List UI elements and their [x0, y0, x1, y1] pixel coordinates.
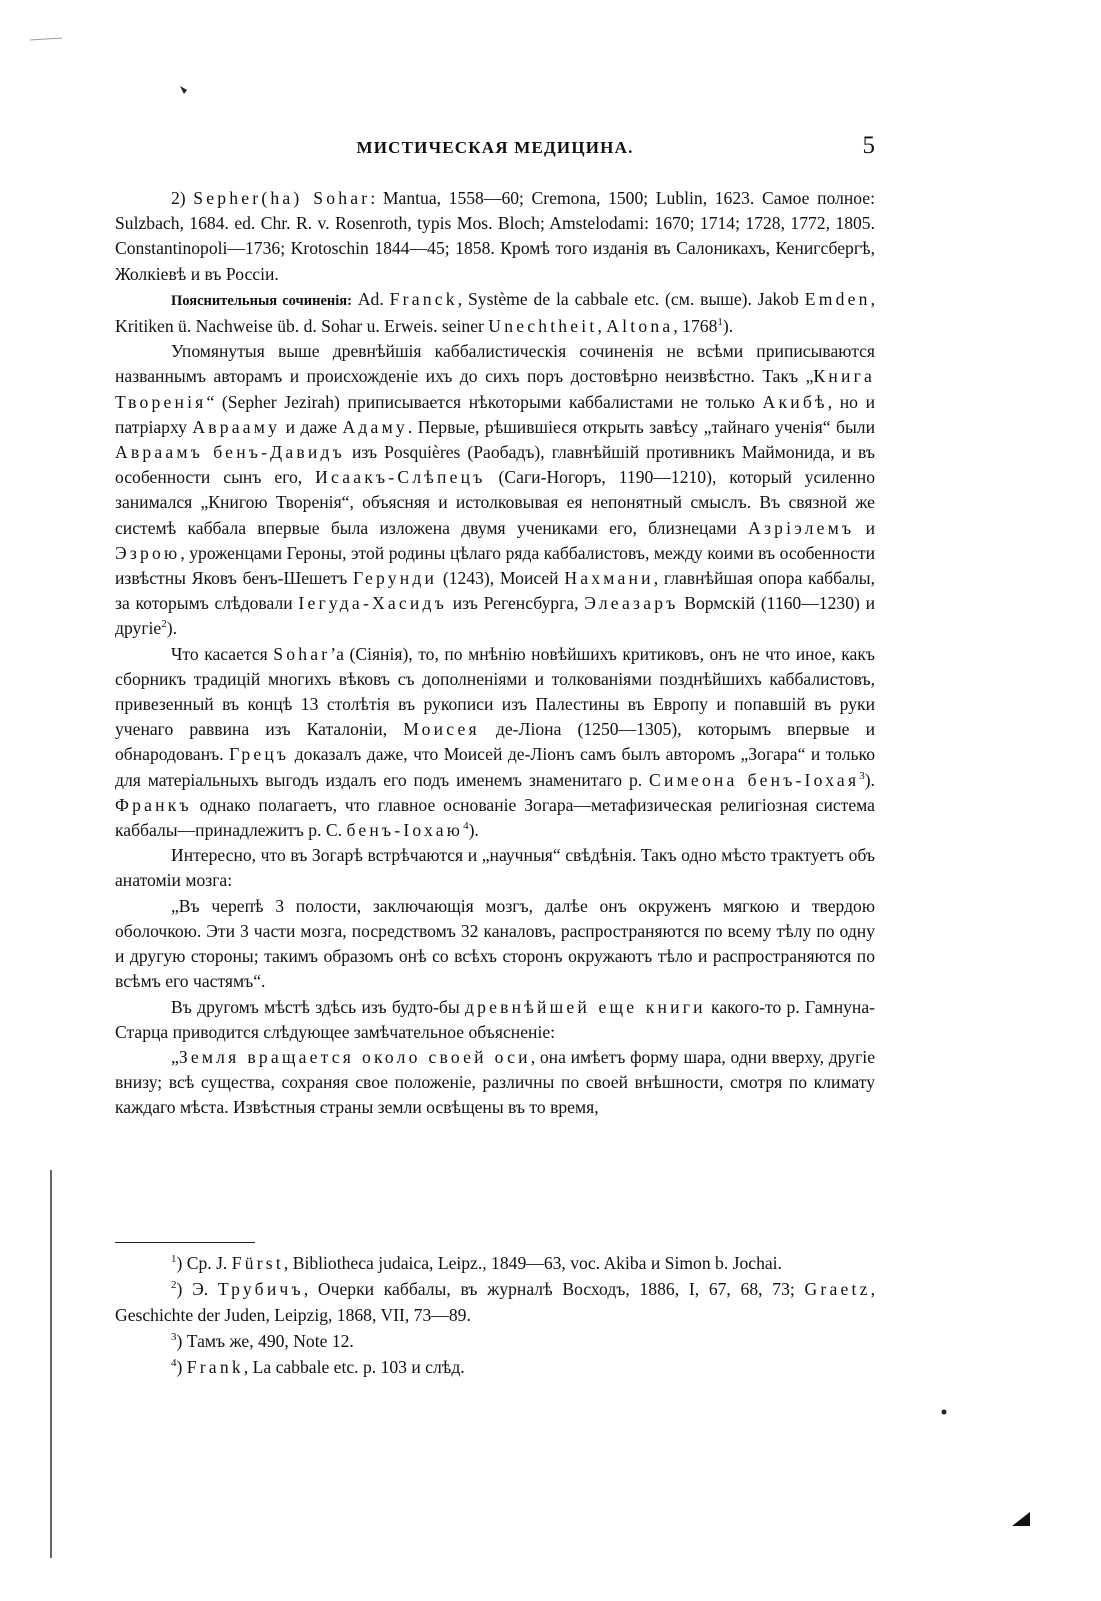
paragraph-commentaries	[115, 287, 875, 339]
text-run: 2	[171, 1279, 177, 1292]
text-run: 1	[171, 1253, 177, 1266]
text-run: . Первые, рѣшившіеся открыть завѣсу „тайнаго ученія“ были	[407, 416, 875, 437]
spaced-name-text: Азріэлемъ	[748, 517, 855, 538]
spaced-name-text: Unechtheit	[488, 316, 598, 337]
text-run: ) Тамъ же, 490, Note 12.	[176, 1331, 354, 1351]
footnotes	[115, 1250, 875, 1380]
text-run: изъ Posquières (Раобадъ), главнѣйшій противникъ Маймонида, и въ особенности сынъ его,	[115, 442, 876, 488]
page-number: 5	[862, 132, 875, 159]
text-run: ’а (Сіянія), то, по мнѣнію новѣйшихъ критиковъ, онъ не что иное, какъ сборникъ традицій многихъ вѣковъ съ дополненіями и толкованіями позднѣйшихъ каббалистовъ, привезенный въ концѣ 13 столѣтія въ рукописи изъ Палестины въ Европу и попавшій въ руки ученаго раввина изъ Каталоніи,	[115, 643, 875, 740]
text-run: ).	[864, 769, 875, 790]
text-run: , Bibliotheca judaica, Leipz., 1849—63, voc. Akiba и Simon b. Jochai.	[283, 1253, 782, 1273]
spaced-name-text: Sepher(ha) Sohar	[193, 188, 371, 208]
spaced-name-text: Акибѣ	[762, 391, 828, 412]
quote-brain-anatomy	[115, 894, 875, 995]
spaced-name-text: Грецъ	[229, 744, 290, 765]
text-run: “ (Sepher Jezirah) приписывается нѣкоторыми каббалистами не только	[206, 391, 763, 412]
spaced-name-text: Авраамъ бенъ-Давидъ	[115, 442, 345, 463]
spaced-name-text: Іегуда-Хасидъ	[298, 593, 447, 614]
spaced-name-text: Emden	[804, 288, 871, 309]
footnote-separator	[115, 1242, 255, 1243]
running-title: МИСТИЧЕСКАЯ МЕДИЦИНА.	[356, 138, 634, 157]
footnote-1	[115, 1250, 875, 1276]
text-run: , Système de la cabbale etc. (см. выше). Jakob	[457, 288, 805, 309]
spaced-name-text: Аврааму	[192, 416, 281, 437]
text-run: 3	[171, 1331, 177, 1344]
scan-dot-mark	[940, 1408, 948, 1416]
text-run: , 1768	[673, 316, 718, 337]
footnote-2	[115, 1276, 875, 1328]
spaced-name-text: бенъ-Іохаю	[346, 820, 464, 841]
text-run: ).	[468, 820, 479, 841]
text-run: ).	[722, 316, 734, 337]
spaced-name-text: Элеазаръ	[584, 593, 679, 614]
text-run: Что касается	[171, 643, 274, 664]
left-edge-line	[48, 1170, 54, 1560]
spaced-name-text: Эзрою	[115, 542, 181, 563]
text-run: (1243), Моисей	[437, 568, 565, 589]
footnote-ref: 1	[717, 316, 723, 329]
main-text	[115, 186, 875, 1121]
paragraph-sohar-editions	[115, 186, 875, 287]
commentaries-label: Пояснительныя сочиненія:	[171, 292, 352, 309]
text-run: Интересно, что въ Зогарѣ встрѣчаются и „научныя“ свѣдѣнія. Такъ одно мѣсто трактуетъ объ анатоміи мозга:	[115, 845, 875, 891]
scan-speck-mark	[178, 84, 190, 96]
text-run: „	[171, 1046, 179, 1067]
text-run: , но и патріарху	[115, 391, 875, 437]
text-run: ).	[166, 618, 177, 639]
spaced-name-text: Sohar	[273, 643, 331, 664]
text-run: Упомянутыя выше древнѣйшія каббалистическія сочиненія не всѣми приписываются названнымъ авторамъ и происхожденіе ихъ до сихъ поръ достовѣрно неизвѣстно. Такъ „	[115, 341, 875, 387]
paragraph-sohar-authorship	[115, 642, 875, 844]
text-run: , Kritiken ü. Nachweise üb. d. Sohar u. Erweis. seiner	[115, 288, 875, 337]
scan-dash-mark	[28, 35, 68, 45]
spaced-name-text: Адаму	[342, 416, 408, 437]
text-run: : Mantua, 1558—60; Cremona, 1500; Lublin, 1623. Самое полное: Sulzbach, 1684. ed. Chr. R. v. Rosenroth, typis Mos. Bloch; Amstelodami: 1670; 1714; 1728, 1772, 1805. Constantinopoli—1736; Krotoschin 1844—45; 1858. Кромѣ того изданія въ Салоникахъ, Кенигсбергѣ, Жолкіевѣ и въ Россіи.	[115, 188, 875, 284]
text-run: 4	[171, 1357, 177, 1370]
text-run: доказалъ даже, что Моисей де-Ліонъ самъ былъ авторомъ „Зогара“ и только для матеріальныхъ выгодъ издалъ его подъ именемъ знаменитаго р.	[115, 744, 875, 790]
text-run: изъ Регенсбурга,	[447, 593, 585, 614]
text-run: ) Э.	[176, 1279, 218, 1299]
spaced-name-text: Fürst	[231, 1253, 284, 1273]
text-run: однако полагаетъ, что главное основаніе Зогара—метафизическая религіозная система каббалы—принадлежитъ р. С.	[115, 794, 875, 841]
paragraph-ancient-book	[115, 995, 875, 1045]
spaced-name-text: Франкъ	[115, 794, 192, 815]
spaced-name-text: Frank	[186, 1357, 244, 1377]
spaced-name-text: Franck	[389, 288, 458, 309]
text-run: (Саги-Ногоръ, 1190—1210), который усиленно занимался „Книгою Творенія“, объясняя и истолковывая ея непонятный смыслъ. Въ связной же системѣ каббала впервые была изложена двумя учениками его, близнецами	[115, 467, 875, 538]
spaced-name-text: Graetz	[804, 1279, 871, 1299]
text-run: , главнѣйшая опора каббалы, за которымъ слѣдовали	[115, 568, 875, 614]
text-run: ) Cp. J.	[176, 1253, 232, 1273]
footnote-ref: 3	[859, 769, 865, 782]
text-run: , она имѣетъ форму шара, одни вверху, другіе внизу; всѣ существа, сохраняя свое положеніе, различны по своей внѣшности, смотря по климату каждаго мѣста. Извѣстныя страны земли освѣщены въ то время,	[115, 1046, 875, 1118]
text-run: Въ другомъ мѣстѣ здѣсь изъ будто-бы	[171, 996, 465, 1017]
running-header	[115, 132, 875, 168]
spaced-name-text: Нахмани	[564, 568, 654, 589]
text-run: Вормскій (1160—1230) и другіе	[115, 593, 875, 639]
paragraph-scientific-info	[115, 843, 875, 893]
spaced-name-text: Исаакъ-Слѣпецъ	[315, 467, 486, 488]
footnote-4	[115, 1354, 875, 1380]
paragraph-kabbalah-origins	[115, 339, 875, 641]
spaced-name-text: Книга Творенія	[115, 366, 875, 412]
text-run: и	[854, 517, 875, 538]
text-run: какого-то р. Гамнуна-Старца приводится слѣдующее замѣчательное объясненіе:	[115, 996, 875, 1042]
text-run: де-Ліона (1250—1305), которымъ впервые и обнародованъ.	[115, 719, 875, 765]
spaced-name-text: Герунди	[352, 568, 438, 589]
spaced-name-text: Altona	[606, 316, 674, 337]
text-run: , уроженцами Героны, этой родины цѣлаго ряда каббалистовъ, между коими въ особенности извѣстны Яковъ бенъ-Шешетъ	[115, 542, 875, 589]
footnote-3	[115, 1328, 875, 1354]
spaced-name-text: Трубичъ	[217, 1279, 304, 1299]
text-run: Ad.	[351, 288, 390, 309]
text-run: , Очерки каббалы, въ журналѣ Восходъ, 1886, I, 67, 68, 73;	[303, 1279, 805, 1299]
quote-earth-rotation	[115, 1045, 875, 1121]
text-run: ,	[597, 316, 607, 337]
text-run: , La cabbale etc. p. 103 и слѣд.	[243, 1357, 465, 1377]
text-run: „Въ черепѣ 3 полости, заключающія мозгъ, далѣе онъ окруженъ мягкою и твердою оболочкою. Эти 3 части мозга, посредствомъ 32 каналовъ, распространяются по всему тѣлу по одну и другую стороны; такимъ образомъ онѣ со всѣхъ сторонъ окружаютъ тѣло и распространяются по всѣмъ его частямъ“.	[115, 895, 875, 992]
text-run: , Geschichte der Juden, Leipzig, 1868, VII, 73—89.	[115, 1279, 876, 1325]
spaced-name-text: Симеона бенъ-Іохая	[649, 769, 860, 790]
spaced-name-text: Земля вращается около своей оси	[178, 1046, 531, 1067]
spaced-name-text: древнѣйшей еще книги	[464, 996, 706, 1017]
scan-arrow-mark	[1010, 1510, 1032, 1528]
text-run: 2)	[171, 188, 194, 208]
text-run: )	[176, 1357, 187, 1377]
footnote-ref: 2	[161, 618, 167, 631]
spaced-name-text: Моисея	[403, 719, 480, 740]
text-run: и даже	[280, 416, 343, 437]
footnote-ref: 4	[463, 820, 469, 833]
